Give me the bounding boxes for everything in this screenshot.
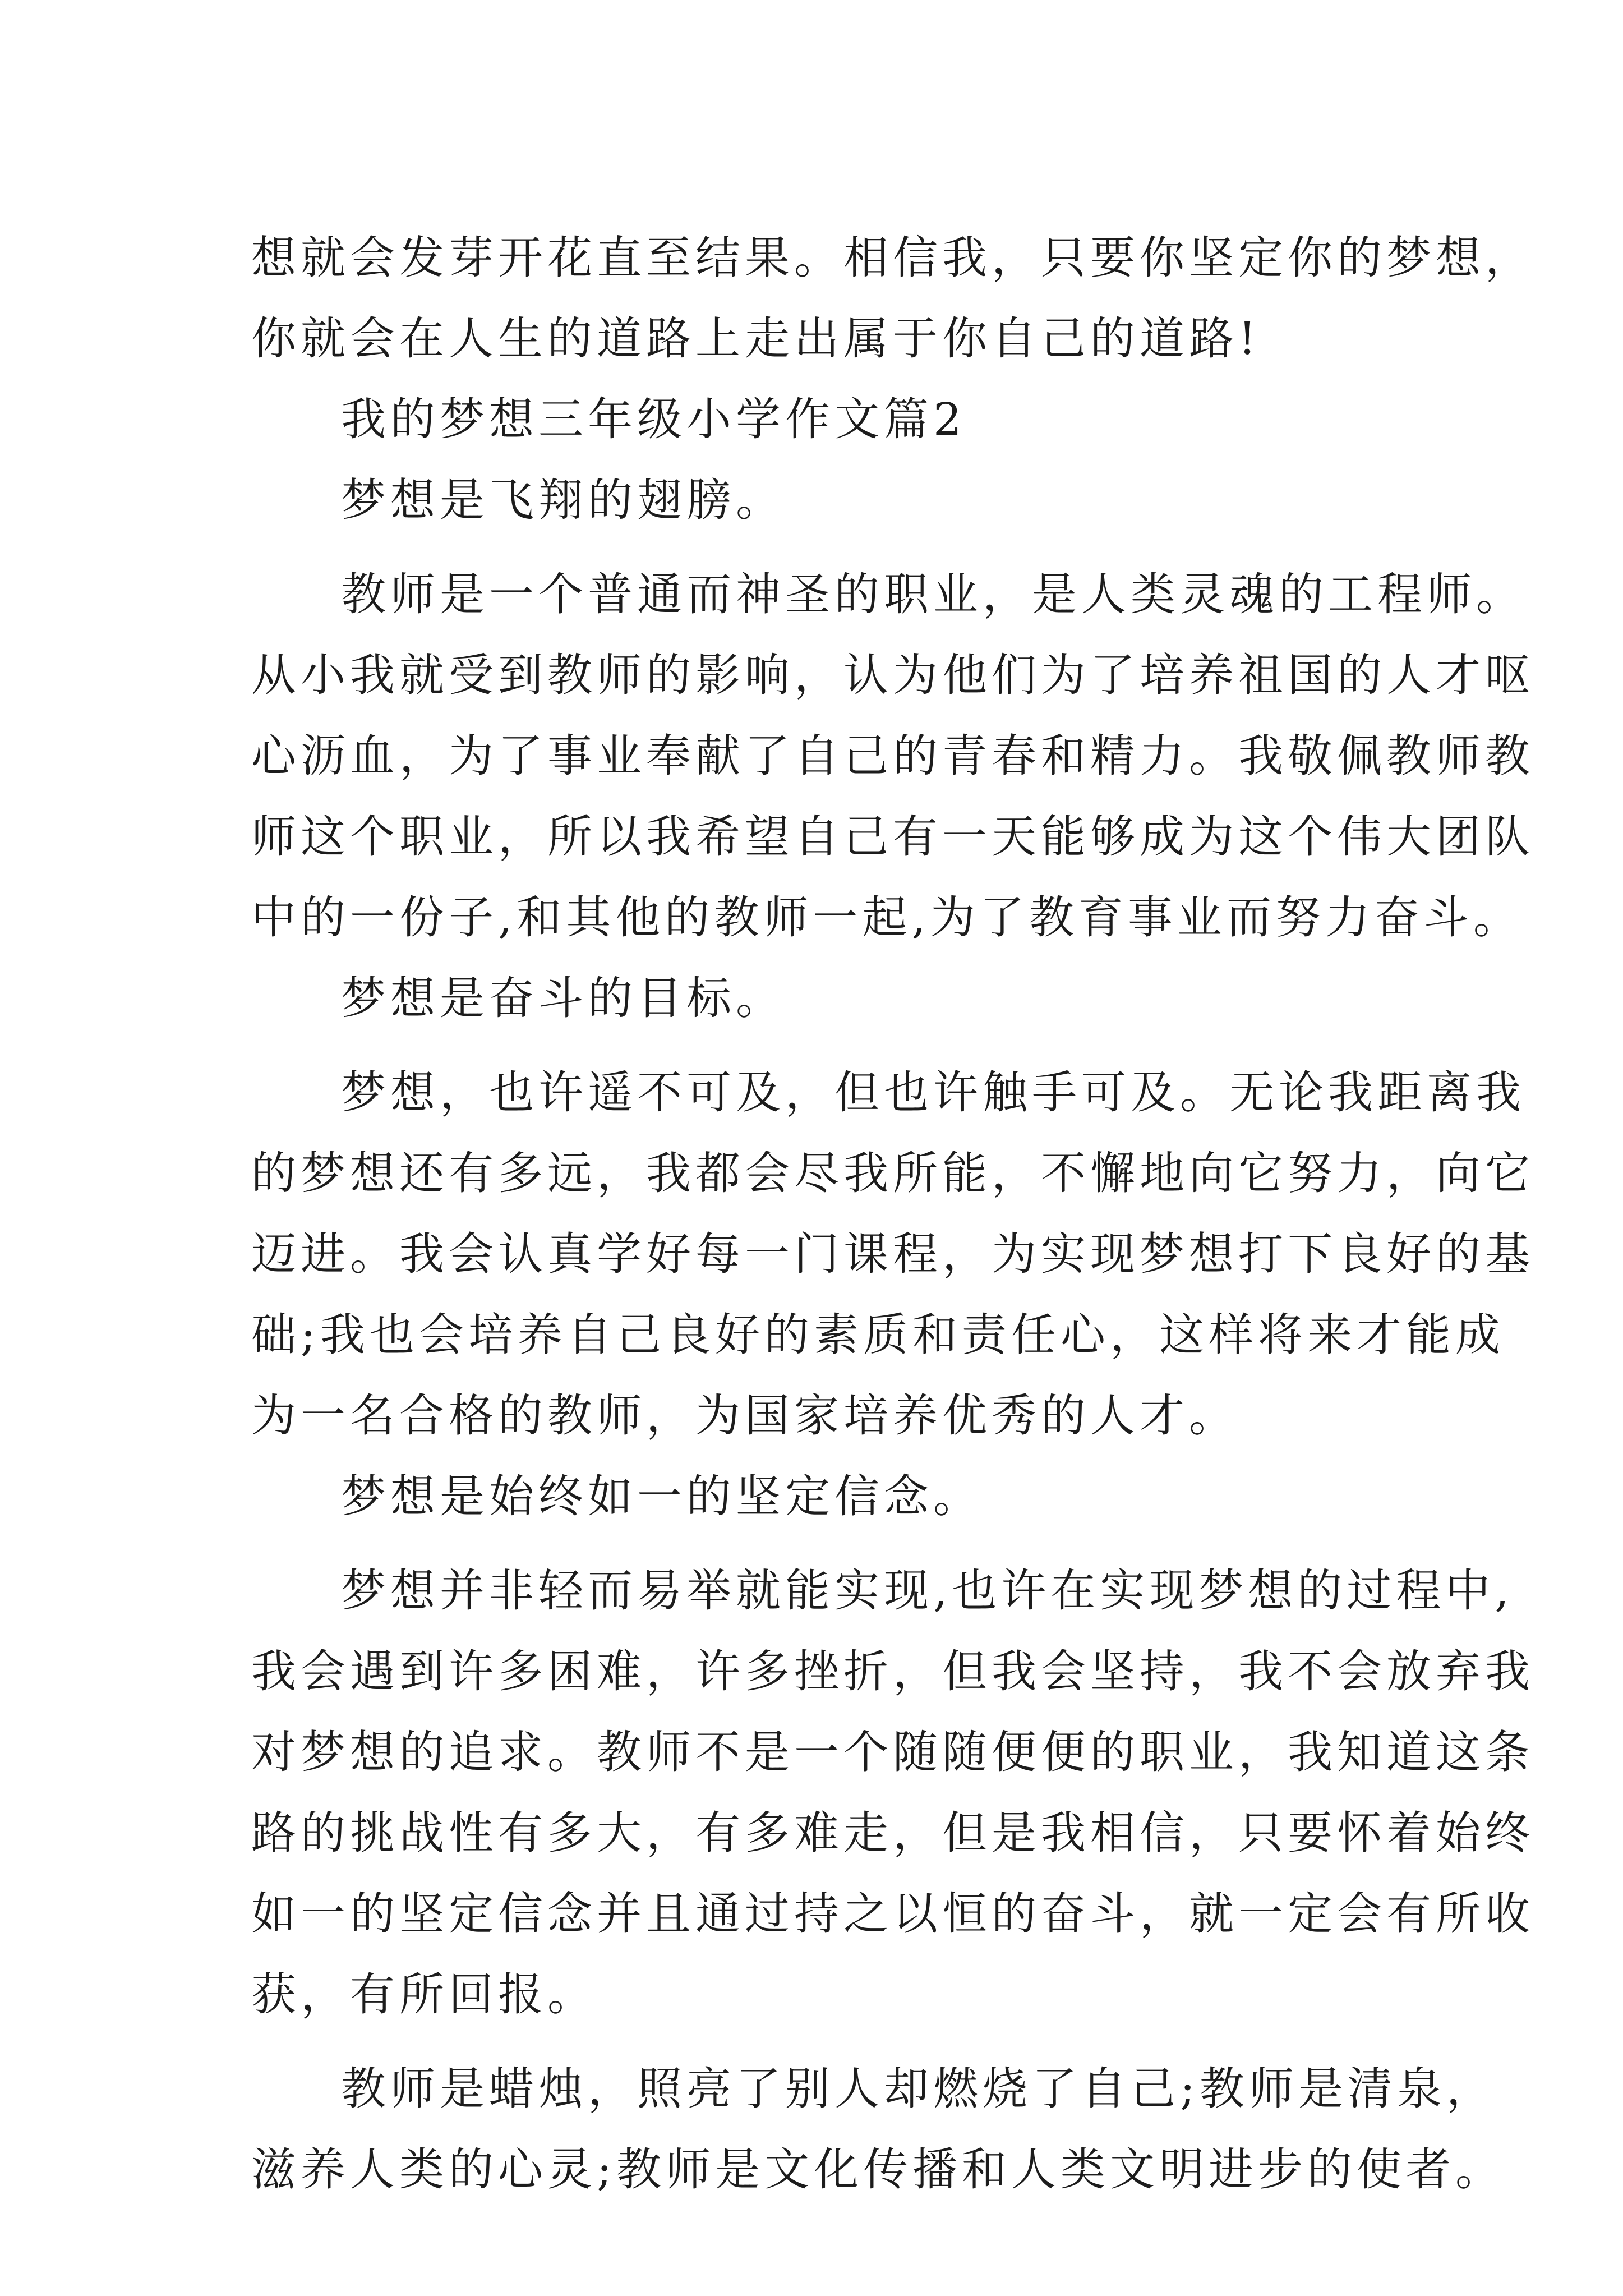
text-line: 迈进。我会认真学好每一门课程，为实现梦想打下良好的基 xyxy=(251,1228,1534,1280)
text-line: 滋养人类的心灵;教师是文化传播和人类文明进步的使者。 xyxy=(251,2143,1505,2196)
article-body xyxy=(251,218,1534,2210)
paragraph-start: 梦想并非轻而易举就能实现,也许在实现梦想的过程中, xyxy=(341,1565,1514,1617)
paragraph-start: 教师是蜡烛，照亮了别人却燃烧了自己;教师是清泉， xyxy=(341,2063,1496,2115)
text-line: 从小我就受到教师的影响，认为他们为了培养祖国的人才呕 xyxy=(251,649,1534,701)
text-line: 师这个职业，所以我希望自己有一天能够成为这个伟大团队 xyxy=(251,811,1534,863)
text-line: 心沥血，为了事业奉献了自己的青春和精力。我敬佩教师教 xyxy=(251,730,1534,782)
text-line: 想就会发芽开花直至结果。相信我，只要你坚定你的梦想， xyxy=(251,232,1534,284)
article-title: 我的梦想三年级小学作文篇2 xyxy=(341,393,966,445)
text-line: 你就会在人生的道路上走出属于你自己的道路! xyxy=(251,312,1261,365)
text-line: 如一的坚定信念并且通过持之以恒的奋斗，就一定会有所收 xyxy=(251,1888,1534,1940)
text-line: 为一名合格的教师，为国家培养优秀的人才。 xyxy=(251,1389,1238,1442)
text-line: 中的一份子,和其他的教师一起,为了教育事业而努力奋斗。 xyxy=(251,891,1523,944)
section-heading: 梦想是始终如一的坚定信念。 xyxy=(341,1470,983,1522)
paragraph-start: 教师是一个普通而神圣的职业，是人类灵魂的工程师。 xyxy=(341,568,1525,620)
section-heading: 梦想是飞翔的翅膀。 xyxy=(341,474,785,526)
text-line: 获，有所回报。 xyxy=(251,1968,597,2021)
text-line: 对梦想的追求。教师不是一个随随便便的职业，我知道这条 xyxy=(251,1726,1534,1778)
text-line: 路的挑战性有多大，有多难走，但是我相信，只要怀着始终 xyxy=(251,1807,1534,1859)
section-heading: 梦想是奋斗的目标。 xyxy=(341,972,785,1024)
text-line: 我会遇到许多困难，许多挫折，但我会坚持，我不会放弃我 xyxy=(251,1645,1534,1697)
paragraph-start: 梦想，也许遥不可及，但也许触手可及。无论我距离我 xyxy=(341,1066,1525,1119)
text-line: 础;我也会培养自己良好的素质和责任心，这样将来才能成 xyxy=(251,1309,1505,1361)
text-line: 的梦想还有多远，我都会尽我所能，不懈地向它努力，向它 xyxy=(251,1147,1534,1199)
